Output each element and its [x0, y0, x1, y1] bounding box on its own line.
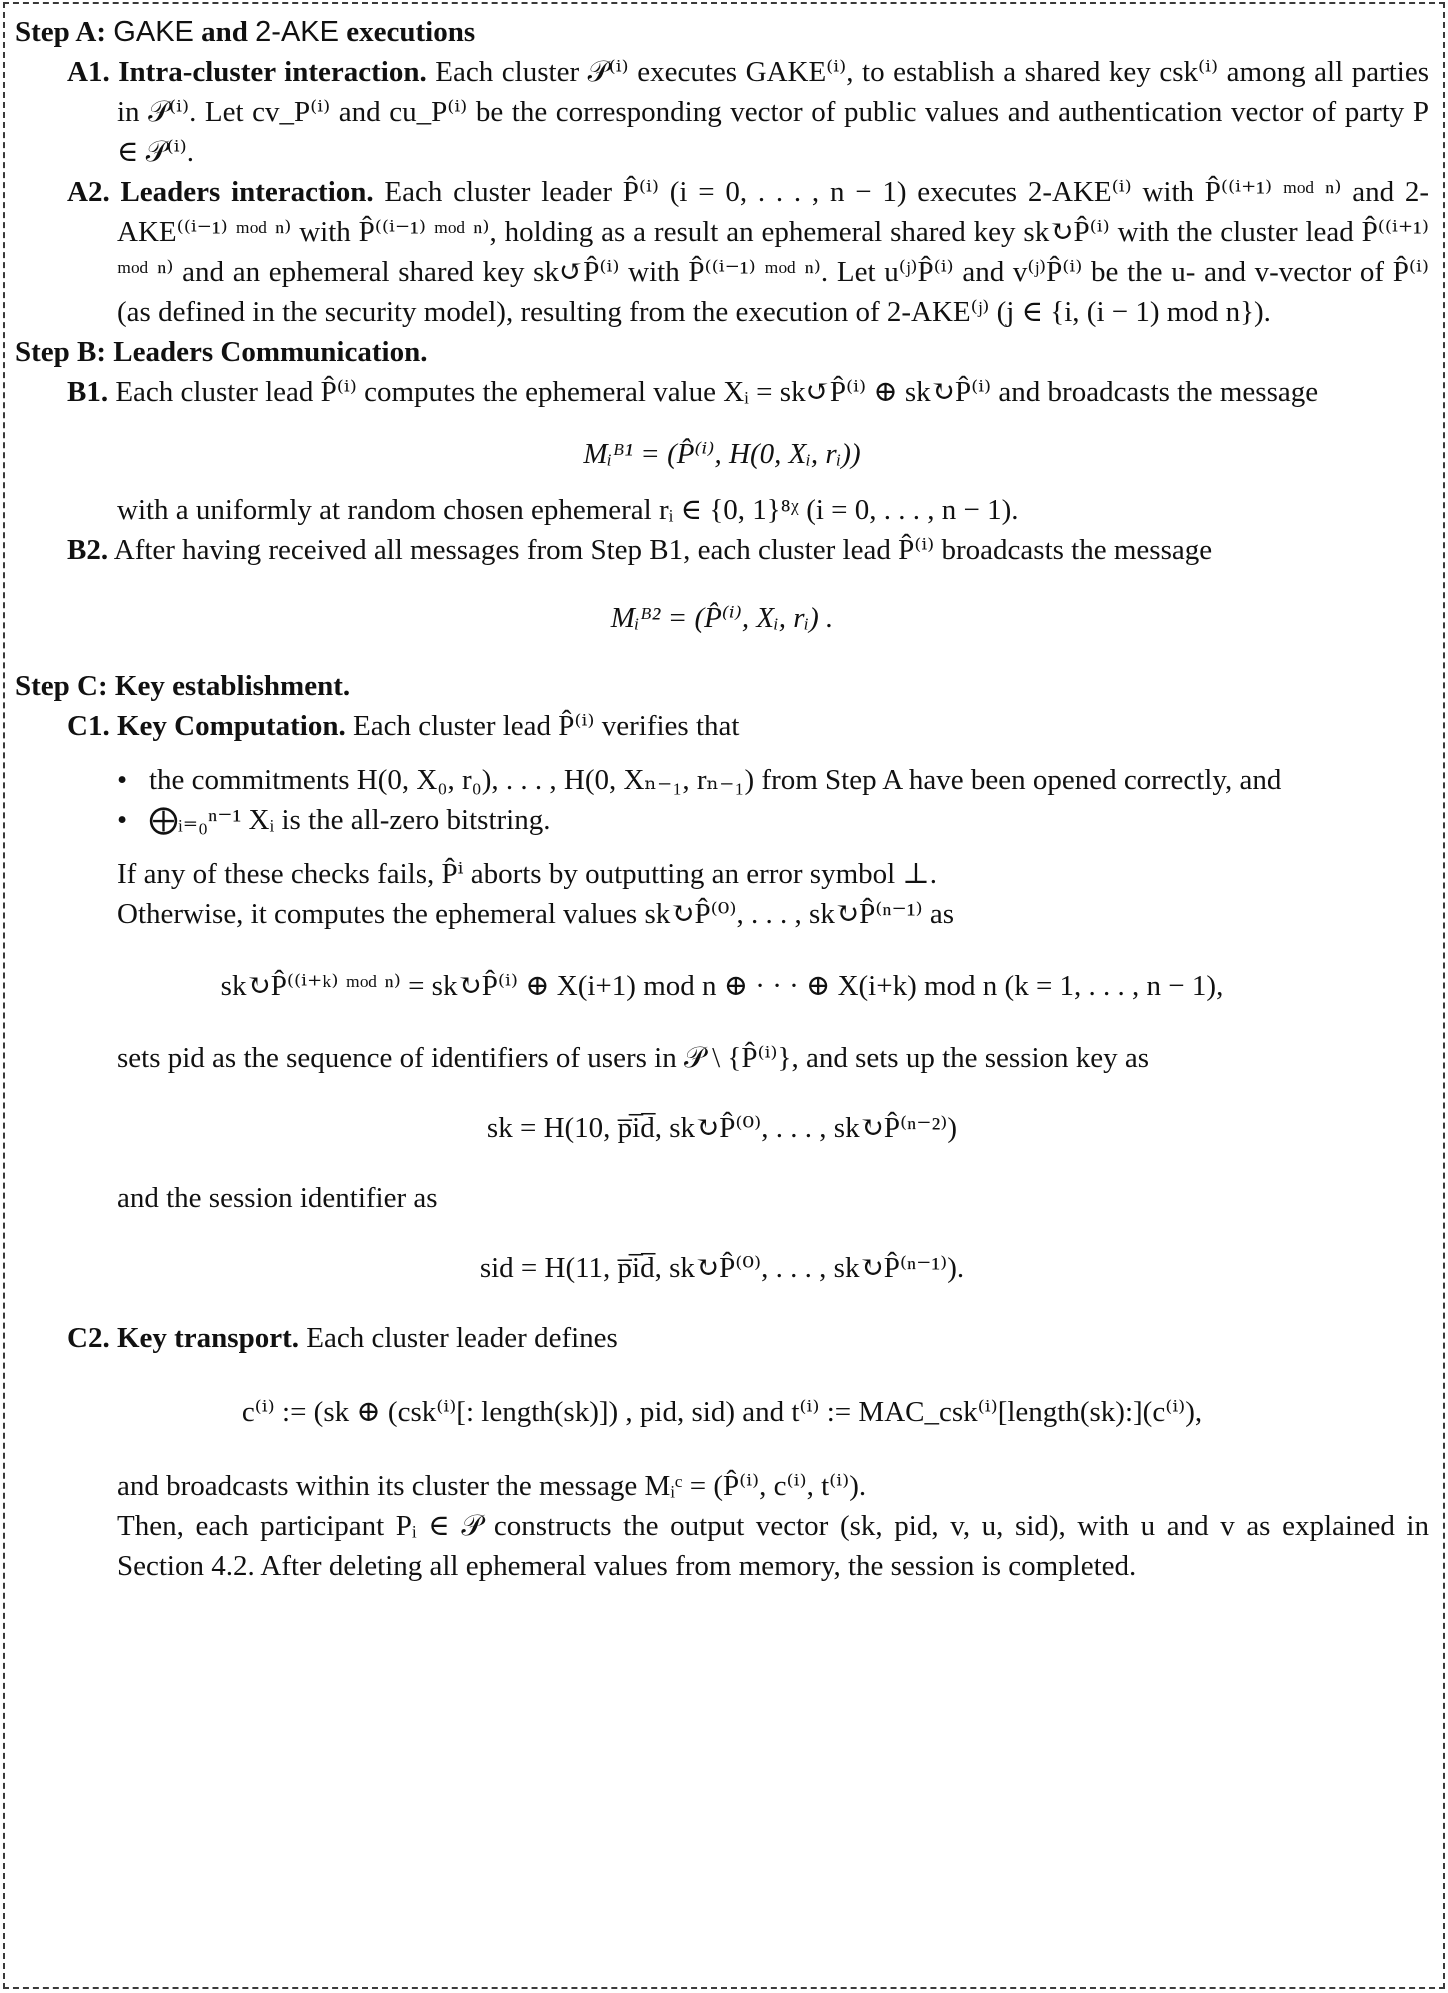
b1-formula: Mᵢᴮ¹ = (P̂⁽ⁱ⁾, H(0, Xᵢ, rᵢ)) [583, 438, 861, 470]
b1-label: B1. [67, 376, 109, 408]
b2-label: B2. [67, 534, 109, 566]
b1-text: Each cluster lead P̂⁽ⁱ⁾ computes the ephemeral value Xᵢ = sk↺P̂⁽ⁱ⁾ ⊕ sk↻P̂⁽ⁱ⁾ and broadcasts the message [115, 376, 1319, 408]
c1-sk-formula: sk = H(10, p̅i̅d̅, sk↻P̂⁽⁰⁾, . . . , sk↻P̂⁽ⁿ⁻²⁾) [486, 1112, 958, 1144]
protocol-box [3, 2, 1445, 1989]
c1-check-list [117, 760, 1429, 840]
step-a-label: Step A: [15, 16, 107, 48]
item-a2 [67, 172, 1429, 332]
item-a1 [67, 52, 1429, 172]
a2-text: Each cluster leader P̂⁽ⁱ⁾ (i = 0, . . . , n − 1) executes 2-AKE⁽ⁱ⁾ with P̂⁽⁽ⁱ⁺¹⁾ ᵐᵒᵈ ⁿ⁾ and 2-AKE⁽⁽ⁱ⁻¹⁾ ᵐᵒᵈ ⁿ⁾ with P̂⁽⁽ⁱ⁻¹⁾ ᵐᵒᵈ ⁿ⁾, holding as a result an ephemeral shared key sk↻P̂⁽ⁱ⁾ with the cluster lead P̂⁽⁽ⁱ⁺¹⁾ ᵐᵒᵈ ⁿ⁾ and an ephemeral shared key sk↺P̂⁽ⁱ⁾ with P̂⁽⁽ⁱ⁻¹⁾ ᵐᵒᵈ ⁿ⁾. Let u⁽ʲ⁾P̂⁽ⁱ⁾ and v⁽ʲ⁾P̂⁽ⁱ⁾ be the u- and v-vector of P̂⁽ⁱ⁾ (as defined in the security model), resulting from the execution of 2-AKE⁽ʲ⁾ (j ∈ {i, (i − 1) mod n}). [117, 176, 1429, 328]
c1-text: Each cluster lead P̂⁽ⁱ⁾ verifies that [352, 710, 740, 742]
c1-label: C1. Key Computation. [67, 710, 346, 742]
step-c-heading: Step C: Key establishment. [15, 670, 351, 702]
step-a-heading [15, 12, 1429, 52]
b2-text: After having received all messages from Step B1, each cluster lead P̂⁽ⁱ⁾ broadcasts the message [113, 534, 1213, 566]
c2-label: C2. Key transport. [67, 1322, 299, 1354]
c2-formula: c⁽ⁱ⁾ := (sk ⊕ (csk⁽ⁱ⁾[: length(sk)]) , pid, sid) and t⁽ⁱ⁾ := MAC_csk⁽ⁱ⁾[length(sk):](c⁽ⁱ⁾), [241, 1396, 1203, 1428]
a1-text: Each cluster 𝒫⁽ⁱ⁾ executes GAKE⁽ⁱ⁾, to establish a shared key csk⁽ⁱ⁾ among all parties in 𝒫⁽ⁱ⁾. Let cv_P⁽ⁱ⁾ and cu_P⁽ⁱ⁾ be the corresponding vector of public values and authentication vector of party P ∈ 𝒫⁽ⁱ⁾. [117, 56, 1430, 168]
b1-after: with a uniformly at random chosen ephemeral rᵢ ∈ {0, 1}⁸ᵡ (i = 0, . . . , n − 1). [117, 494, 1019, 526]
c2-broadcast-text: and broadcasts within its cluster the message Mᵢᶜ = (P̂⁽ⁱ⁾, c⁽ⁱ⁾, t⁽ⁱ⁾). [117, 1470, 867, 1502]
item-c1 [67, 706, 1429, 746]
step-a-2ake: 2-AKE [255, 16, 339, 48]
step-a-gake: GAKE [113, 16, 194, 48]
item-c2 [67, 1318, 1429, 1358]
c1-sid-formula: sid = H(11, p̅i̅d̅, sk↻P̂⁽⁰⁾, . . . , sk↻P̂⁽ⁿ⁻¹⁾). [479, 1252, 965, 1284]
a2-label: A2. Leaders interaction. [67, 176, 374, 208]
step-a-and: and [201, 16, 248, 48]
c1-sid-text: and the session identifier as [117, 1182, 438, 1214]
item-b2 [67, 530, 1429, 570]
step-b-heading: Step B: Leaders Communication. [15, 336, 428, 368]
c2-final-text: Then, each participant Pᵢ ∈ 𝒫 constructs the output vector (sk, pid, v, u, sid), with u and v as explained in Section 4.2. After deleting all ephemeral values from memory, the session is completed. [117, 1510, 1429, 1582]
a1-label: A1. Intra-cluster interaction. [67, 56, 427, 88]
c1-check-xor: • ⨁ᵢ₌₀ⁿ⁻¹ Xᵢ is the all-zero bitstring. [149, 800, 1429, 840]
c1-ephemeral-formula: sk↻P̂⁽⁽ⁱ⁺ᵏ⁾ ᵐᵒᵈ ⁿ⁾ = sk↻P̂⁽ⁱ⁾ ⊕ X(i+1) mod n ⊕ · · · ⊕ X(i+k) mod n (k = 1, . . . , n − 1), [220, 970, 1224, 1002]
c2-text: Each cluster leader defines [306, 1322, 618, 1354]
c1-pid-text: sets pid as the sequence of identifiers of users in 𝒫 \ {P̂⁽ⁱ⁾}, and sets up the session key as [117, 1042, 1150, 1074]
c1-check-commitments: • the commitments H(0, X₀, r₀), . . . , H(0, Xₙ₋₁, rₙ₋₁) from Step A have been opened correctly, and [149, 760, 1429, 800]
step-a-executions: executions [346, 16, 476, 48]
item-b1 [67, 372, 1429, 412]
c1-fail-text: If any of these checks fails, P̂ⁱ aborts by outputting an error symbol ⊥. [117, 858, 937, 890]
b2-formula: Mᵢᴮ² = (P̂⁽ⁱ⁾, Xᵢ, rᵢ) . [610, 602, 834, 634]
c1-otherwise-text: Otherwise, it computes the ephemeral values sk↻P̂⁽⁰⁾, . . . , sk↻P̂⁽ⁿ⁻¹⁾ as [117, 898, 955, 930]
